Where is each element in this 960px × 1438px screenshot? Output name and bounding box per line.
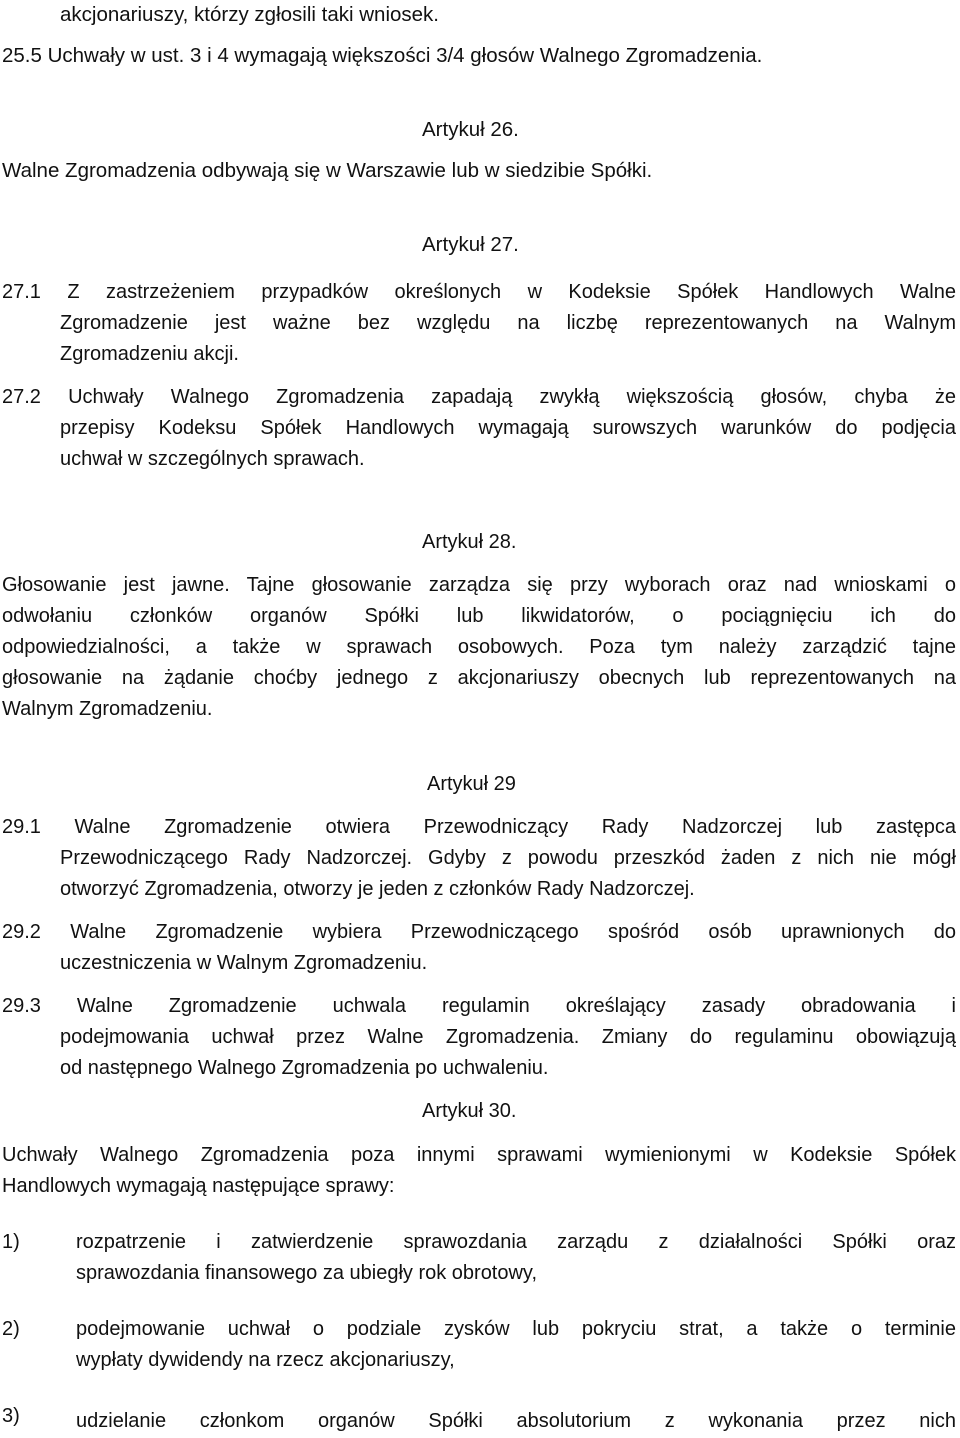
list-number: 1) [2, 1231, 20, 1253]
text-line: Walne Zgromadzenia odbywają się w Warszawie lub w siedzibie Spółki. [2, 159, 653, 182]
text-line: 25.5 Uchwały w ust. 3 i 4 wymagają większości 3/4 głosów Walnego Zgromadzenia. [2, 44, 763, 67]
text-line: Walnym Zgromadzeniu. [2, 698, 213, 720]
text-line: akcjonariuszy, którzy zgłosili taki wniosek. [60, 3, 439, 26]
article-heading: Artykuł 30. [422, 1100, 517, 1122]
text-line: 29.2 Walne Zgromadzenie wybiera Przewodniczącego spośród osób uprawnionych do [2, 921, 956, 943]
text-line: odwołaniu członków organów Spółki lub likwidatorów, o pociągnięciu ich do [2, 605, 956, 627]
list-item: udzielanie członkom organów Spółki absolutorium z wykonania przez nich [76, 1410, 956, 1432]
text-line: Zgromadzenie jest ważne bez względu na liczbę reprezentowanych na Walnym [60, 312, 956, 334]
list-number: 3) [2, 1405, 20, 1427]
article-heading: Artykuł 28. [422, 531, 517, 553]
text-line: 29.3 Walne Zgromadzenie uchwala regulamin określający zasady obradowania i [2, 995, 956, 1017]
list-item: rozpatrzenie i zatwierdzenie sprawozdania zarządu z działalności Spółki oraz [76, 1231, 956, 1253]
text-line: Przewodniczącego Rady Nadzorczej. Gdyby z powodu przeszkód żaden z nich nie mógł [60, 847, 956, 869]
text-line: uczestniczenia w Walnym Zgromadzeniu. [60, 952, 428, 974]
text-line: 27.2 Uchwały Walnego Zgromadzenia zapadają zwykłą większością głosów, chyba że [2, 386, 956, 408]
list-item: podejmowanie uchwał o podziale zysków lub pokryciu strat, a także o terminie [76, 1318, 956, 1340]
text-line: 29.1 Walne Zgromadzenie otwiera Przewodniczący Rady Nadzorczej lub zastępca [2, 816, 956, 838]
text-line: głosowanie na żądanie choćby jednego z akcjonariuszy obecnych lub reprezentowanych na [2, 667, 956, 689]
text-line: Zgromadzeniu akcji. [60, 343, 239, 365]
text-line: otworzyć Zgromadzenia, otworzy je jeden z członków Rady Nadzorczej. [60, 878, 695, 900]
article-heading: Artykuł 26. [422, 118, 519, 141]
text-line: 27.1 Z zastrzeżeniem przypadków określonych w Kodeksie Spółek Handlowych Walne [2, 281, 956, 303]
text-line: Głosowanie jest jawne. Tajne głosowanie zarządza się przy wyborach oraz nad wnioskami o [2, 574, 956, 596]
text-line: uchwał w szczególnych sprawach. [60, 448, 365, 470]
article-heading: Artykuł 27. [422, 233, 519, 256]
list-item: sprawozdania finansowego za ubiegły rok obrotowy, [76, 1262, 538, 1284]
text-line: od następnego Walnego Zgromadzenia po uchwaleniu. [60, 1057, 549, 1079]
list-item: wypłaty dywidendy na rzecz akcjonariuszy, [76, 1349, 455, 1371]
text-line: Handlowych wymagają następujące sprawy: [2, 1175, 395, 1197]
text-line: odpowiedzialności, a także w sprawach osobowych. Poza tym należy zarządzić tajne [2, 636, 956, 658]
list-number: 2) [2, 1318, 20, 1340]
text-line: Uchwały Walnego Zgromadzenia poza innymi sprawami wymienionymi w Kodeksie Spółek [2, 1144, 956, 1166]
text-line: podejmowania uchwał przez Walne Zgromadzenia. Zmiany do regulaminu obowiązują [60, 1026, 956, 1048]
text-line: przepisy Kodeksu Spółek Handlowych wymagają surowszych warunków do podjęcia [60, 417, 956, 439]
article-heading: Artykuł 29 [427, 773, 516, 795]
